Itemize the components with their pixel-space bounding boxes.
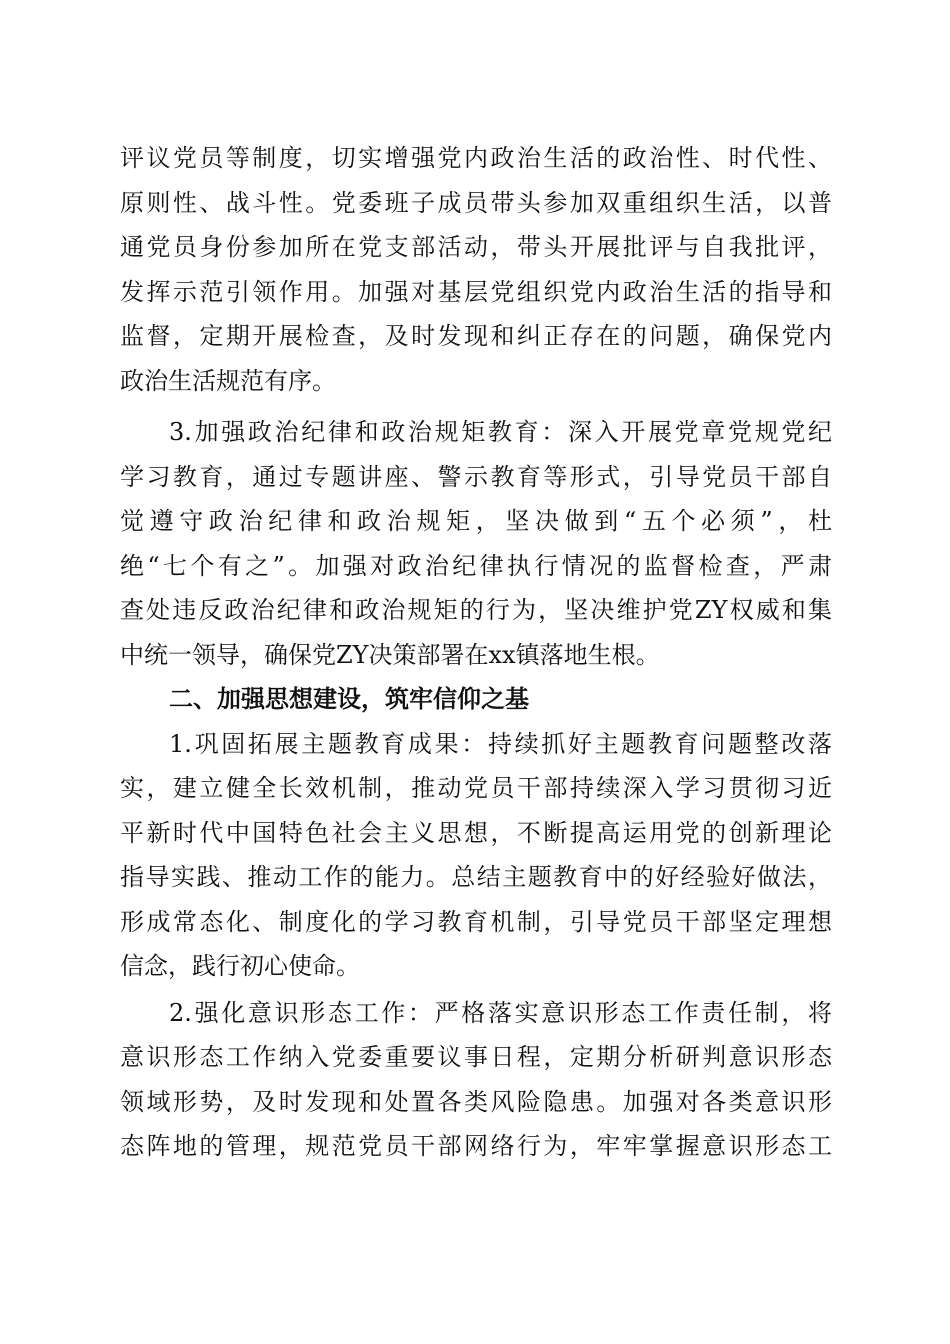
text-line: 态阵地的管理，规范党员干部网络行为，牢牢掌握意识形态工 (120, 1132, 832, 1160)
text-line: 平新时代中国特色社会主义思想，不断提高运用党的创新理论 (120, 818, 832, 847)
text-line: 信念，践行初心使命。 (120, 952, 360, 980)
text-line: 学习教育，通过专题讲座、警示教育等形式，引导党员干部自 (120, 462, 832, 491)
text-line: 形成常态化、制度化的学习教育机制，引导党员干部坚定理想 (120, 907, 832, 936)
paragraph-2 (120, 410, 832, 677)
text-line: 原则性、战斗性。党委班子成员带头参加双重组织生活，以普 (120, 188, 832, 217)
text-line: 政治生活规范有序。 (120, 366, 336, 395)
text-line: 觉遵守政治纪律和政治规矩，坚决做到“五个必须”，杜 (120, 507, 832, 535)
paragraph-5 (120, 991, 832, 1169)
paragraph-3 (120, 677, 832, 722)
section-heading-text: 二、加强思想建设，筑牢信仰之基 (169, 685, 529, 713)
text-line: 查处违反政治纪律和政治规矩的行为，坚决维护党ZY权威和集 (120, 596, 832, 624)
text-line: 2.强化意识形态工作：严格落实意识形态工作责任制，将 (169, 998, 832, 1027)
text-line: 绝“七个有之”。加强对政治纪律执行情况的监督检查，严肃 (120, 551, 832, 580)
document-body (120, 136, 832, 1169)
text-line: 通党员身份参加所在党支部活动，带头开展批评与自我批评， (120, 233, 832, 261)
text-line: 1.巩固拓展主题教育成果：持续抓好主题教育问题整改落 (169, 729, 832, 758)
text-line: 评议党员等制度，切实增强党内政治生活的政治性、时代性、 (120, 144, 832, 172)
text-line: 实，建立健全长效机制，推动党员干部持续深入学习贯彻习近 (120, 774, 832, 802)
text-line: 3.加强政治纪律和政治规矩教育：深入开展党章党规党纪 (169, 418, 832, 446)
paragraph-1 (120, 136, 832, 403)
text-line: 领域形势，及时发现和处置各类风险隐患。加强对各类意识形 (120, 1087, 832, 1116)
text-line: 监督，定期开展检查，及时发现和纠正存在的问题，确保党内 (120, 322, 832, 350)
paragraph-4 (120, 722, 832, 989)
text-line: 发挥示范引领作用。加强对基层党组织党内政治生活的指导和 (120, 277, 832, 306)
text-line: 指导实践、推动工作的能力。总结主题教育中的好经验好做法， (120, 863, 832, 891)
text-line: 意识形态工作纳入党委重要议事日程，定期分析研判意识形态 (120, 1043, 832, 1071)
text-line: 中统一领导，确保党ZY决策部署在xx镇落地生根。 (120, 640, 660, 669)
